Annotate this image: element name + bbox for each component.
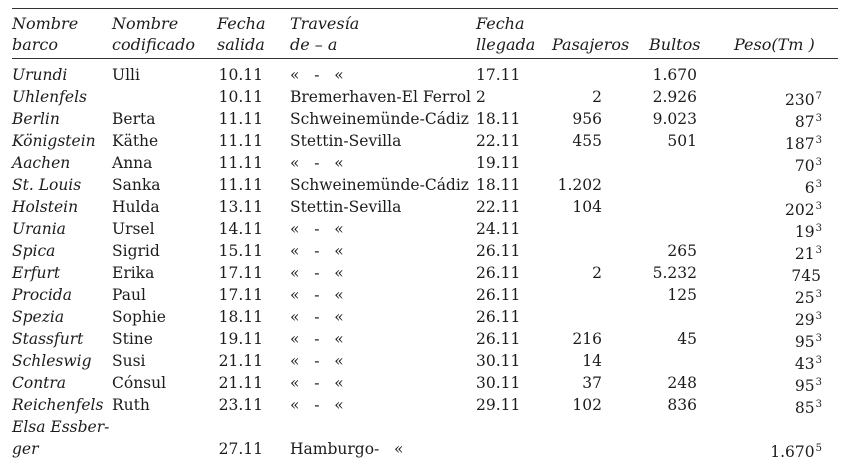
passengers-cell: 455: [572, 132, 602, 150]
departure-date-cell: 21.11: [218, 352, 263, 370]
route-cell: « - «: [290, 220, 344, 238]
departure-date-cell: 13.11: [218, 198, 263, 216]
code-name-cell: Ulli: [112, 66, 140, 84]
weight-cell: $6^3$: [804, 179, 822, 197]
route-cell: « - «: [290, 308, 344, 326]
code-name-cell: Hulda: [112, 198, 160, 216]
arrival-date-cell: 30.11: [476, 352, 521, 370]
weight-cell: $87^3$: [794, 113, 822, 131]
code-name-cell: Sanka: [112, 176, 161, 194]
weight-cell: $187^3$: [785, 135, 822, 153]
passengers-cell: 14: [582, 352, 602, 370]
departure-date-cell: 18.11: [218, 308, 263, 326]
header-nombre-barco: Nombre barco: [12, 14, 79, 54]
header-travesia: Travesía de – a: [290, 14, 360, 54]
weight-footnote: 3: [815, 179, 822, 190]
route-cell: Schweinemünde-Cádiz: [290, 176, 469, 194]
ship-name-cell: Stassfurt: [12, 330, 84, 348]
code-name-cell: Paul: [112, 286, 146, 304]
weight-footnote: 3: [815, 113, 822, 124]
weight-footnote: 3: [815, 245, 822, 256]
passengers-cell: 104: [572, 198, 602, 216]
table-row: [12, 196, 838, 218]
route-cell: « - «: [290, 242, 344, 260]
table-row: [12, 218, 838, 240]
arrival-date-cell: 18.11: [476, 110, 521, 128]
passengers-cell: 216: [572, 330, 602, 348]
route-cell: « - «: [290, 396, 344, 414]
weight-footnote: 3: [815, 355, 822, 366]
arrival-date-cell: 26.11: [476, 264, 521, 282]
departure-date-cell: 11.11: [218, 176, 263, 194]
arrival-date-cell: 22.11: [476, 198, 521, 216]
ship-name-cell: Aachen: [12, 154, 71, 172]
departure-date-cell: 17.11: [218, 264, 263, 282]
table-row: [12, 416, 838, 438]
route-cell: Bremerhaven-El Ferrol: [290, 88, 472, 106]
ship-name-cell: Urania: [12, 220, 66, 238]
passengers-cell: 102: [572, 396, 602, 414]
header-nombre-codificado: Nombre codificado: [112, 14, 195, 54]
code-name-cell: Sophie: [112, 308, 166, 326]
arrival-date-cell: 26.11: [476, 242, 521, 260]
arrival-date-cell: 26.11: [476, 308, 521, 326]
packages-cell: 2.926: [652, 88, 697, 106]
table-row: [12, 284, 838, 306]
packages-cell: 1.670: [652, 66, 697, 84]
ship-name-cell: Erfurt: [12, 264, 61, 282]
table-row: [12, 240, 838, 262]
weight-cell: $19^3$: [794, 223, 822, 241]
weight-footnote: 3: [815, 157, 822, 168]
departure-date-cell: 11.11: [218, 110, 263, 128]
table-row: [12, 394, 838, 416]
packages-cell: 248: [667, 374, 697, 392]
route-cell: « - «: [290, 66, 344, 84]
ship-name-cell: Reichenfels: [12, 396, 104, 414]
departure-date-cell: 10.11: [218, 66, 263, 84]
code-name-cell: Erika: [112, 264, 155, 282]
table-row: [12, 328, 838, 350]
passengers-cell: 2: [592, 88, 602, 106]
weight-cell: $43^3$: [794, 355, 822, 373]
weight-cell: $21^3$: [794, 245, 822, 263]
ship-name-cell: Spezia: [12, 308, 65, 326]
route-cell: « - «: [290, 352, 344, 370]
weight-footnote: 5: [815, 443, 822, 454]
table-row: [12, 130, 838, 152]
weight-cell: $25^3$: [794, 289, 822, 307]
weight-cell: $95^3$: [794, 377, 822, 395]
weight-footnote: 3: [815, 399, 822, 410]
passengers-cell: 1.202: [557, 176, 602, 194]
ship-name-cell: Berlin: [12, 110, 60, 128]
route-cell: Schweinemünde-Cádiz: [290, 110, 469, 128]
departure-date-cell: 19.11: [218, 330, 263, 348]
ship-name-cell: Uhlenfels: [12, 88, 87, 106]
table-row: [12, 152, 838, 174]
route-cell: « - «: [290, 330, 344, 348]
weight-cell: $202^3$: [785, 201, 822, 219]
header-fecha-salida: Fecha salida: [217, 14, 266, 54]
header-rule: [12, 58, 838, 59]
ship-name-cell: Holstein: [12, 198, 79, 216]
packages-cell: 501: [667, 132, 697, 150]
weight-cell: $85^3$: [794, 399, 822, 417]
table-row: [12, 438, 838, 460]
packages-cell: 45: [677, 330, 697, 348]
header-bultos: Bultos: [649, 35, 701, 54]
weight-footnote: 3: [815, 311, 822, 322]
departure-date-cell: 11.11: [218, 154, 263, 172]
departure-date-cell: 27.11: [218, 440, 263, 458]
weight-cell: $29^3$: [794, 311, 822, 329]
packages-cell: 125: [667, 286, 697, 304]
passengers-cell: 37: [582, 374, 602, 392]
packages-cell: 836: [667, 396, 697, 414]
arrival-date-cell: 19.11: [476, 154, 521, 172]
departure-date-cell: 14.11: [218, 220, 263, 238]
packages-cell: 5.232: [652, 264, 697, 282]
weight-footnote: 3: [815, 289, 822, 300]
weight-footnote: 3: [815, 377, 822, 388]
arrival-date-cell: 26.11: [476, 330, 521, 348]
table-row: [12, 372, 838, 394]
arrival-date-cell: 24.11: [476, 220, 521, 238]
departure-date-cell: 10.11: [218, 88, 263, 106]
table-row: [12, 262, 838, 284]
arrival-date-cell: 2: [476, 88, 486, 106]
ship-name-cell: Urundi: [12, 66, 68, 84]
weight-cell: 1.670$^5$: [770, 443, 822, 461]
code-name-cell: Berta: [112, 110, 156, 128]
departure-date-cell: 23.11: [218, 396, 263, 414]
route-cell: « - «: [290, 154, 344, 172]
route-cell: « - «: [290, 374, 344, 392]
route-cell: Stettin-Sevilla: [290, 132, 402, 150]
table-row: [12, 108, 838, 130]
arrival-date-cell: 26.11: [476, 286, 521, 304]
arrival-date-cell: 22.11: [476, 132, 521, 150]
departure-date-cell: 11.11: [218, 132, 263, 150]
header-peso: Peso(Tm ): [734, 35, 815, 54]
passengers-cell: 956: [572, 110, 602, 128]
top-rule: [12, 8, 838, 9]
table-row: [12, 306, 838, 328]
weight-footnote: 3: [815, 333, 822, 344]
weight-cell: $95^3$: [794, 333, 822, 351]
code-name-cell: Susi: [112, 352, 146, 370]
weight-footnote: 3: [815, 223, 822, 234]
passengers-cell: 2: [592, 264, 602, 282]
ship-name-cell: Schleswig: [12, 352, 92, 370]
ship-name-cell: St. Louis: [12, 176, 82, 194]
route-cell: « - «: [290, 264, 344, 282]
ship-name-cell: Spica: [12, 242, 56, 260]
ship-name-cell: Elsa Essber-: [12, 418, 110, 436]
code-name-cell: Ruth: [112, 396, 150, 414]
table-row: [12, 174, 838, 196]
ship-name-cell: Contra: [12, 374, 67, 392]
header-fecha-llegada: Fecha llegada: [476, 14, 536, 54]
ship-name-cell: Procida: [12, 286, 72, 304]
weight-footnote: 3: [815, 201, 822, 212]
code-name-cell: Sigrid: [112, 242, 160, 260]
departure-date-cell: 15.11: [218, 242, 263, 260]
weight-footnote: 7: [815, 91, 822, 102]
arrival-date-cell: 30.11: [476, 374, 521, 392]
route-cell: Stettin-Sevilla: [290, 198, 402, 216]
code-name-cell: Anna: [112, 154, 153, 172]
arrival-date-cell: 29.11: [476, 396, 521, 414]
weight-cell: 745: [791, 267, 821, 285]
code-name-cell: Cónsul: [112, 374, 167, 392]
header-pasajeros: Pasajeros: [552, 35, 630, 54]
code-name-cell: Ursel: [112, 220, 155, 238]
weight-cell: $230^7$: [785, 91, 822, 109]
table-row: [12, 350, 838, 372]
route-cell: « - «: [290, 286, 344, 304]
table-row: [12, 64, 838, 86]
arrival-date-cell: 17.11: [476, 66, 521, 84]
departure-date-cell: 17.11: [218, 286, 263, 304]
weight-footnote: 3: [815, 135, 822, 146]
weight-cell: $70^3$: [794, 157, 822, 175]
ship-name-cell: Königstein: [12, 132, 96, 150]
ship-name-cell: ger: [12, 440, 39, 458]
packages-cell: 265: [667, 242, 697, 260]
departure-date-cell: 21.11: [218, 374, 263, 392]
code-name-cell: Käthe: [112, 132, 159, 150]
route-cell: Hamburgo- «: [290, 440, 404, 458]
arrival-date-cell: 18.11: [476, 176, 521, 194]
code-name-cell: Stine: [112, 330, 153, 348]
table-row: [12, 86, 838, 108]
packages-cell: 9.023: [652, 110, 697, 128]
